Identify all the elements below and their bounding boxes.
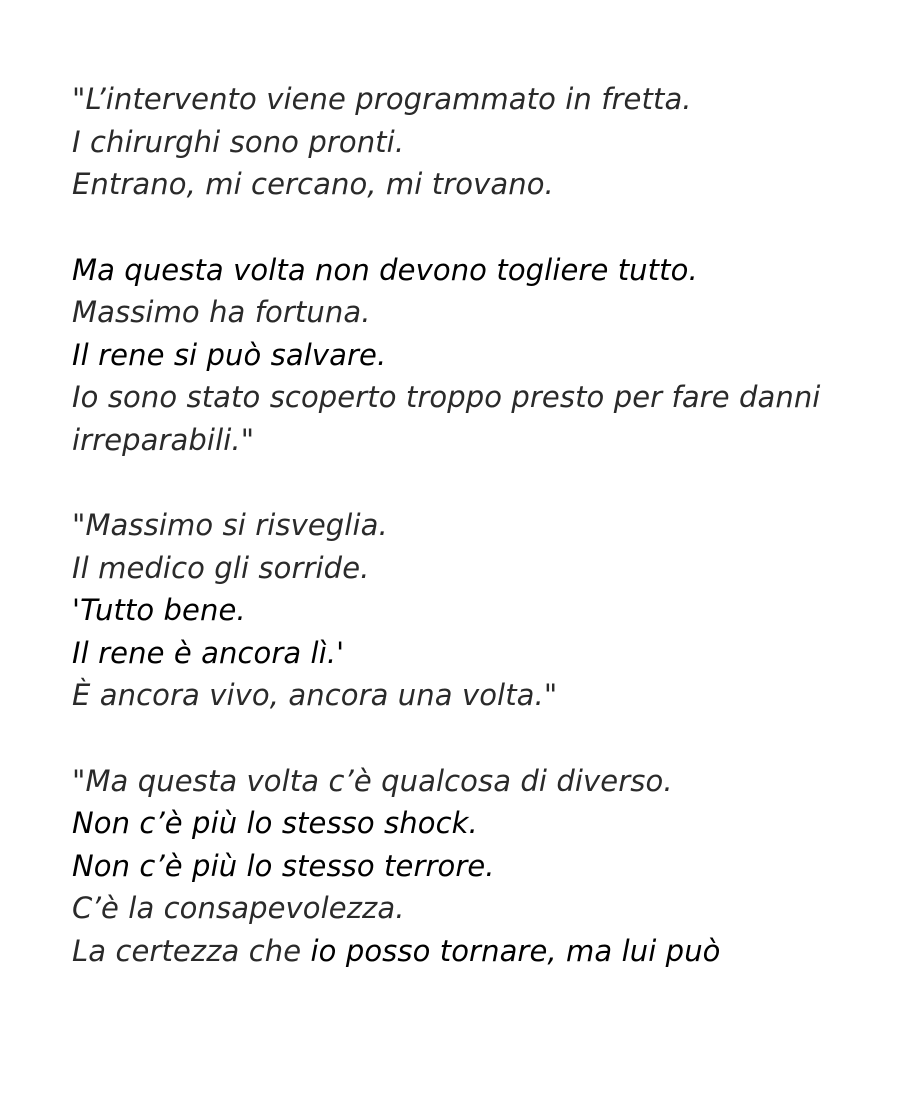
- emphasized-line: Non c’è più lo stesso terrore.: [72, 848, 495, 883]
- text-line: Massimo ha fortuna.: [72, 295, 371, 329]
- text-line: "Ma questa volta c’è qualcosa di diverso.: [72, 763, 673, 798]
- emphasized-line: Ma questa volta non devono togliere tutto.: [72, 252, 698, 287]
- stanza-4: [72, 760, 872, 973]
- text-line: È ancora vivo, ancora una volta.": [72, 678, 558, 712]
- text-line: "Massimo si risveglia.: [72, 508, 388, 542]
- emphasized-line: 'Tutto bene.: [72, 593, 246, 627]
- mixed-line-light-part: La certezza che: [72, 933, 311, 968]
- text-line: Entrano, mi cercano, mi trovano.: [72, 167, 554, 201]
- text-line: I chirurghi sono pronti.: [72, 124, 405, 159]
- text-line: Io sono stato scoperto troppo presto per fare danni irreparabili.": [72, 380, 821, 457]
- stanza-3: [72, 504, 872, 717]
- emphasized-line: Il rene si può salvare.: [72, 337, 387, 372]
- mixed-line: [72, 930, 872, 973]
- stanza-1: [72, 78, 872, 206]
- mixed-line-emphasized-part: io posso tornare, ma lui può: [310, 933, 721, 968]
- text-line: "L’intervento viene programmato in fretta.: [72, 82, 692, 116]
- emphasized-line: Il rene è ancora lì.': [72, 635, 345, 670]
- text-page: [72, 78, 872, 1015]
- stanza-2: [72, 249, 872, 462]
- text-line: Il medico gli sorride.: [72, 550, 370, 585]
- emphasized-line: Non c’è più lo stesso shock.: [72, 806, 478, 840]
- text-line: C’è la consapevolezza.: [72, 891, 405, 925]
